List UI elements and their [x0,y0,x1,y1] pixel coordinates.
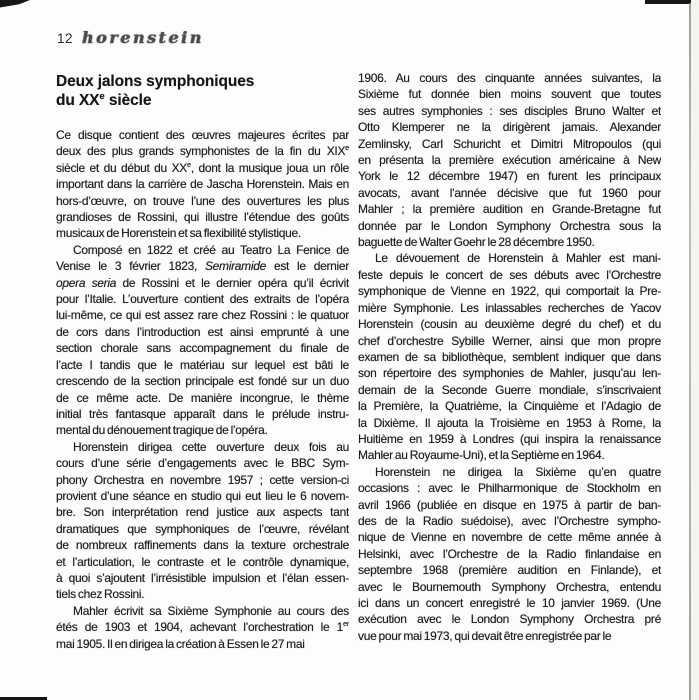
text-line: la Dixième. Il ajouta la Troisième en 1953 à Rome, la [358,415,661,430]
text-column-left [56,127,349,652]
text-line: cours d’une série d’engagements avec le BBC Sym- [56,456,349,471]
text-line: septembre 1968 (première audition en Finlande), et [358,563,661,578]
text-line: Sixième fut donnée bien moins souvent que toutes [358,87,661,102]
section-title-line2: du XXe siècle [56,90,152,109]
text-line: tiels chez Rossini. [56,587,145,602]
text-line: crescendo de la section principale est fondé sur un duo [56,374,349,389]
text-line: symphonique de Vienne en 1922, qui comportait la Pre- [358,284,661,299]
text-line: Horenstein (cousin au deuxième degré du chef) et du [358,317,661,332]
text-line: demain de la Seconde Guerre mondiale, s’inscrivaient [358,382,661,397]
text-line: 1906. Au cours des cinquante années suivantes, la [358,71,661,85]
running-header [57,28,204,47]
text-line: l’acte I tandis que le matériau sur lequel est bâti le [56,357,349,372]
text-line: Le dévouement de Horenstein à Mahler est mani- [375,251,661,266]
text-line: avocats, avant l’année décisive que fut 1960 pour [358,185,661,200]
text-line: phony Orchestra en novembre 1957 ; cette version-ci [56,472,349,487]
text-line: Mahler au Royaume-Uni), et la Septième en 1964. [358,448,605,463]
text-line: Mahler ; la première audition en Grande-Bretagne fut [358,202,661,217]
text-line: mental du dénouement tragique de l’opéra. [56,423,268,438]
text-line: à quoi s’ajoutent l’irrésistible impulsion et l’élan essen- [56,570,349,585]
text-line: York le 12 décembre 1947) en furent les principaux [358,169,661,184]
text-column-right [358,70,661,644]
text-line: examen de sa bibliothèque, semblent indiquer que dans [358,349,661,364]
scan-artifact-top-left [0,0,38,8]
text-line: mière Symphonie. Les inlassables recherches de Yacov [358,300,661,315]
text-line: et l’articulation, le contraste et le contrôle dynamique, [56,554,349,569]
page-edge-shade [691,0,699,700]
text-line: mai 1905. Il en dirigea la création à Essen le 27 mai [56,636,305,651]
text-line: section chorale sans accompagnement du finale de [56,341,349,356]
text-line: en présenta la première exécution américaine à New [358,153,661,168]
section-title-line1: Deux jalons symphoniques [56,73,255,90]
text-line: ici dans un concert enregistré le 10 janvier 1969. (Une [358,596,661,610]
text-line: Mahler écrivit sa Sixième Symphonie au cours des [73,603,349,618]
text-line: de cors dans l’introduction est ainsi emprunté à une [56,324,349,339]
text-line: initial très fantasque apparaît dans le prélude instru- [56,406,349,421]
booklet-title-script: horenstein [82,28,204,47]
text-line: nique de Vienne en novembre de cette même année à [358,530,661,545]
scan-artifact-bottom-left [0,697,47,700]
text-line: avril 1966 (publiée en disque en 1975 à partir de ban- [358,497,661,512]
text-line: Huitième en 1959 à Londres (qui inspira la renaissance [358,431,661,446]
text-line: Horenstein dirigea cette ouverture deux fois au [73,439,349,454]
text-line: bre. Son interprétation rend justice aux aspects tant [56,505,349,520]
text-line: baguette de Walter Goehr le 28 décembre 1950. [358,235,595,250]
text-line: Helsinki, avec l’Orchestre de la Radio finlandaise en [358,546,661,561]
text-line: grandioses de Rossini, qui illustre l’étendue des goûts [56,210,349,225]
text-line: musicaux de Horenstein et sa flexibilité stylistique. [56,226,301,241]
text-line: de ce même acte. De manière incongrue, le thème [56,390,349,405]
text-line: donnée par le London Symphony Orchestra sous la [358,218,661,233]
text-line: pour l’Italie. L’ouverture contient des extraits de l’opéra [56,292,349,307]
text-line: lui-même, ce qui est assez rare chez Rossini : le quatuor [56,308,349,323]
text-line: provient d’une séance en studio qui eut lieu le 6 novem- [56,488,349,503]
text-line: deux des plus grands symphonistes de la fin du XIXe [56,143,349,159]
text-line: siècle et du début du XXe, dont la musique joua un rôle [56,159,349,175]
text-line: occasions : avec le Philharmonique de Stockholm en [358,481,661,496]
text-line: dramatiques que symphoniques de l’œuvre, révélant [56,521,349,536]
text-line: hors-d’œuvre, on trouve l’une des ouvertures les plus [56,193,349,208]
text-line: Ce disque contient des œuvres majeures écrites par [56,128,349,142]
text-line: la Première, la Quatrième, la Cinquième et l’Adagio de [358,399,661,414]
section-title [56,72,351,110]
text-line: chef d’orchestre Sybille Werner, ainsi que mon propre [358,333,661,348]
text-line: vue pour mai 1973, qui devait être enregistrée par le [358,628,612,643]
text-line: avec le Bournemouth Symphony Orchestra, entendu [358,579,661,594]
text-line: important dans la carrière de Jascha Horenstein. Mais en [56,177,349,192]
text-line: étés de 1903 et 1904, achevant l’orchestration le 1er [56,619,349,635]
text-line: Horenstein ne dirigea la Sixième qu’en quatre [375,464,661,479]
text-line: exécution avec le London Symphony Orchestra pré [358,612,661,627]
text-line: Venise le 3 février 1823, Semiramide est le dernier [56,259,349,274]
page-edge-line [689,3,691,700]
text-line: Composé en 1822 et créé au Teatro La Fenice de [73,242,349,257]
text-line: son répertoire des symphonies de Mahler, jusqu’au len- [358,366,661,381]
text-line: des de la Radio suédoise), avec l’Orchestre sympho- [358,513,661,528]
text-line: de nombreux raffinements dans la texture orchestrale [56,538,349,553]
text-line: Zemlinsky, Carl Schuricht et Dimitri Mitropoulos (qui [358,136,661,151]
page-number: 12 [57,31,74,46]
text-line: Otto Klemperer ne la dirigèrent jamais. Alexander [358,120,661,135]
text-line: opera seria de Rossini et le dernier opéra qu’il écrivit [56,275,349,290]
text-line: ses autres symphonies : ses disciples Bruno Walter et [358,103,661,118]
text-line: feste depuis le concert de ses débuts avec l’Orchestre [358,267,661,282]
